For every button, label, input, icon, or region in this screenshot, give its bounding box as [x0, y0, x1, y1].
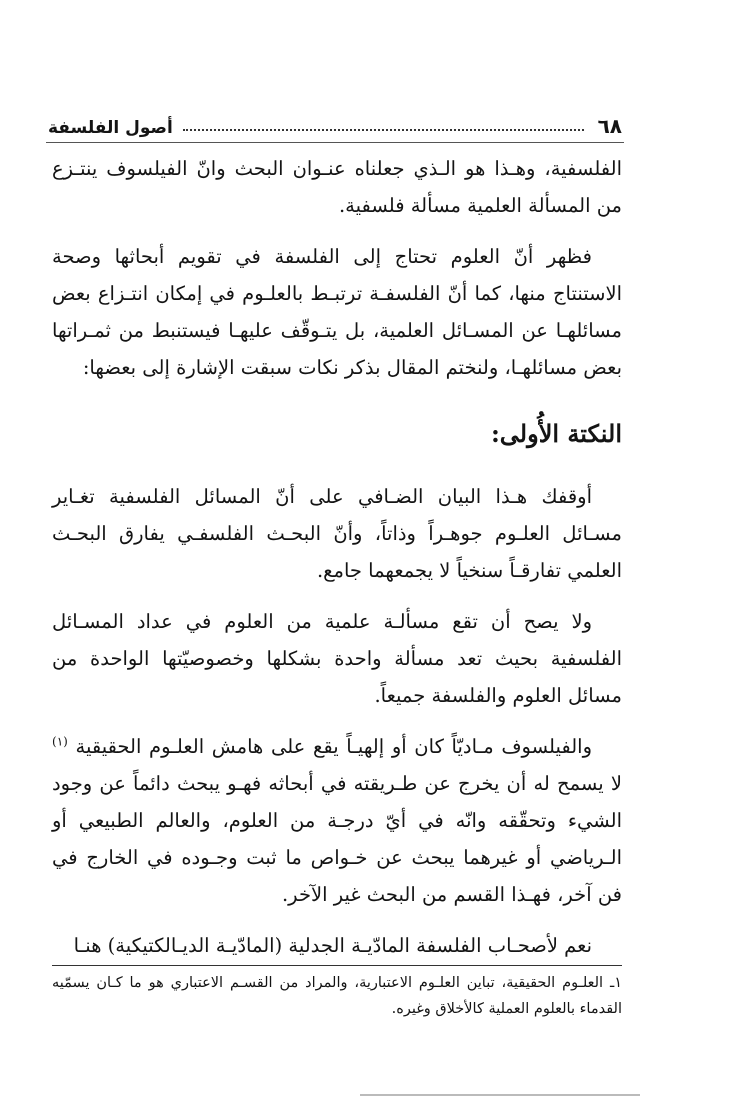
footnote-rule: [52, 965, 622, 966]
body-text: [52, 150, 622, 978]
paragraph: [52, 728, 622, 913]
running-title: أصول الفلسفة: [48, 118, 173, 138]
paragraph: نعم لأصحـاب الفلسفة المادّيـة الجدلية (المادّيـة الديـالكتيكية) هنـا: [73, 934, 592, 957]
running-header: [48, 104, 622, 138]
footnote-reference: (١): [52, 734, 68, 749]
paragraph: ولا يصح أن تقع مسألـة علمية من العلوم في عداد المسـائل الفلسفية بحيث تعد مسألة واحدة بشكلها وخصوصيّتها الواحدة من مسائل العلوم والفلسفة جميعاً.: [52, 610, 622, 707]
header-rule: [46, 142, 624, 143]
header-dot-leader: [183, 129, 584, 131]
scan-edge-line: [360, 1094, 640, 1096]
section-heading: النكتة الأُولى:: [490, 419, 622, 448]
paragraph-text: لا يسمح له أن يخرج عن طـريقته في أبحاثه فهـو يبحث دائماً عن وجود الشيء وتحقّقه وانّه في أيّ درجـة من العلوم، والعالم الطبيعي أو الـرياضي أو غيرهما يبحث عن خـواص ما ثبت وجـوده في الخارج في فن آخر، فهـذا القسم من البحث غير الآخر.: [52, 772, 622, 906]
paragraph: الفلسفية، وهـذا هو الـذي جعلناه عنـوان البحث وانّ الفيلسوف ينتـزع من المسألة العلمية مسألة فلسفية.: [52, 157, 622, 217]
footnote-text: ١ـ العلـوم الحقيقية، تباين العلـوم الاعتبارية، والمراد من القسـم الاعتباري هو ما كـان يسمّيه القدماء بالعلوم العملية كالأخلاق وغيره.: [52, 975, 622, 1017]
footnote: [52, 970, 622, 1022]
page-number: ٦٨: [597, 114, 622, 138]
paragraph-text: والفيلسوف مـاديّاً كان أو إلهيـاً يقع على هامش العلـوم الحقيقية: [75, 735, 592, 758]
paragraph: فظهر أنّ العلوم تحتاج إلى الفلسفة في تقويم أبحاثها وصحة الاستنتاج منها، كما أنّ الفلسفـة ترتبـط بالعلـوم في إمكان انتـزاع بعض مسائلهـا عن المسـائل العلمية، بل يتـوقّف عليهـا فيستنبط من ثمـراتها بعض مسائلهـا، ولنختم المقال بذكر نكات سبقت الإشارة إلى بعضها:: [52, 245, 622, 379]
paragraph: أوقفك هـذا البيان الضـافي على أنّ المسائل الفلسفية تغـاير مسـائل العلـوم جوهـراً وذاتاً، وأنّ البحـث الفلسفـي يفارق البحـث العلمي تفارقـاً سنخياً لا يجمعهما جامع.: [52, 485, 622, 582]
